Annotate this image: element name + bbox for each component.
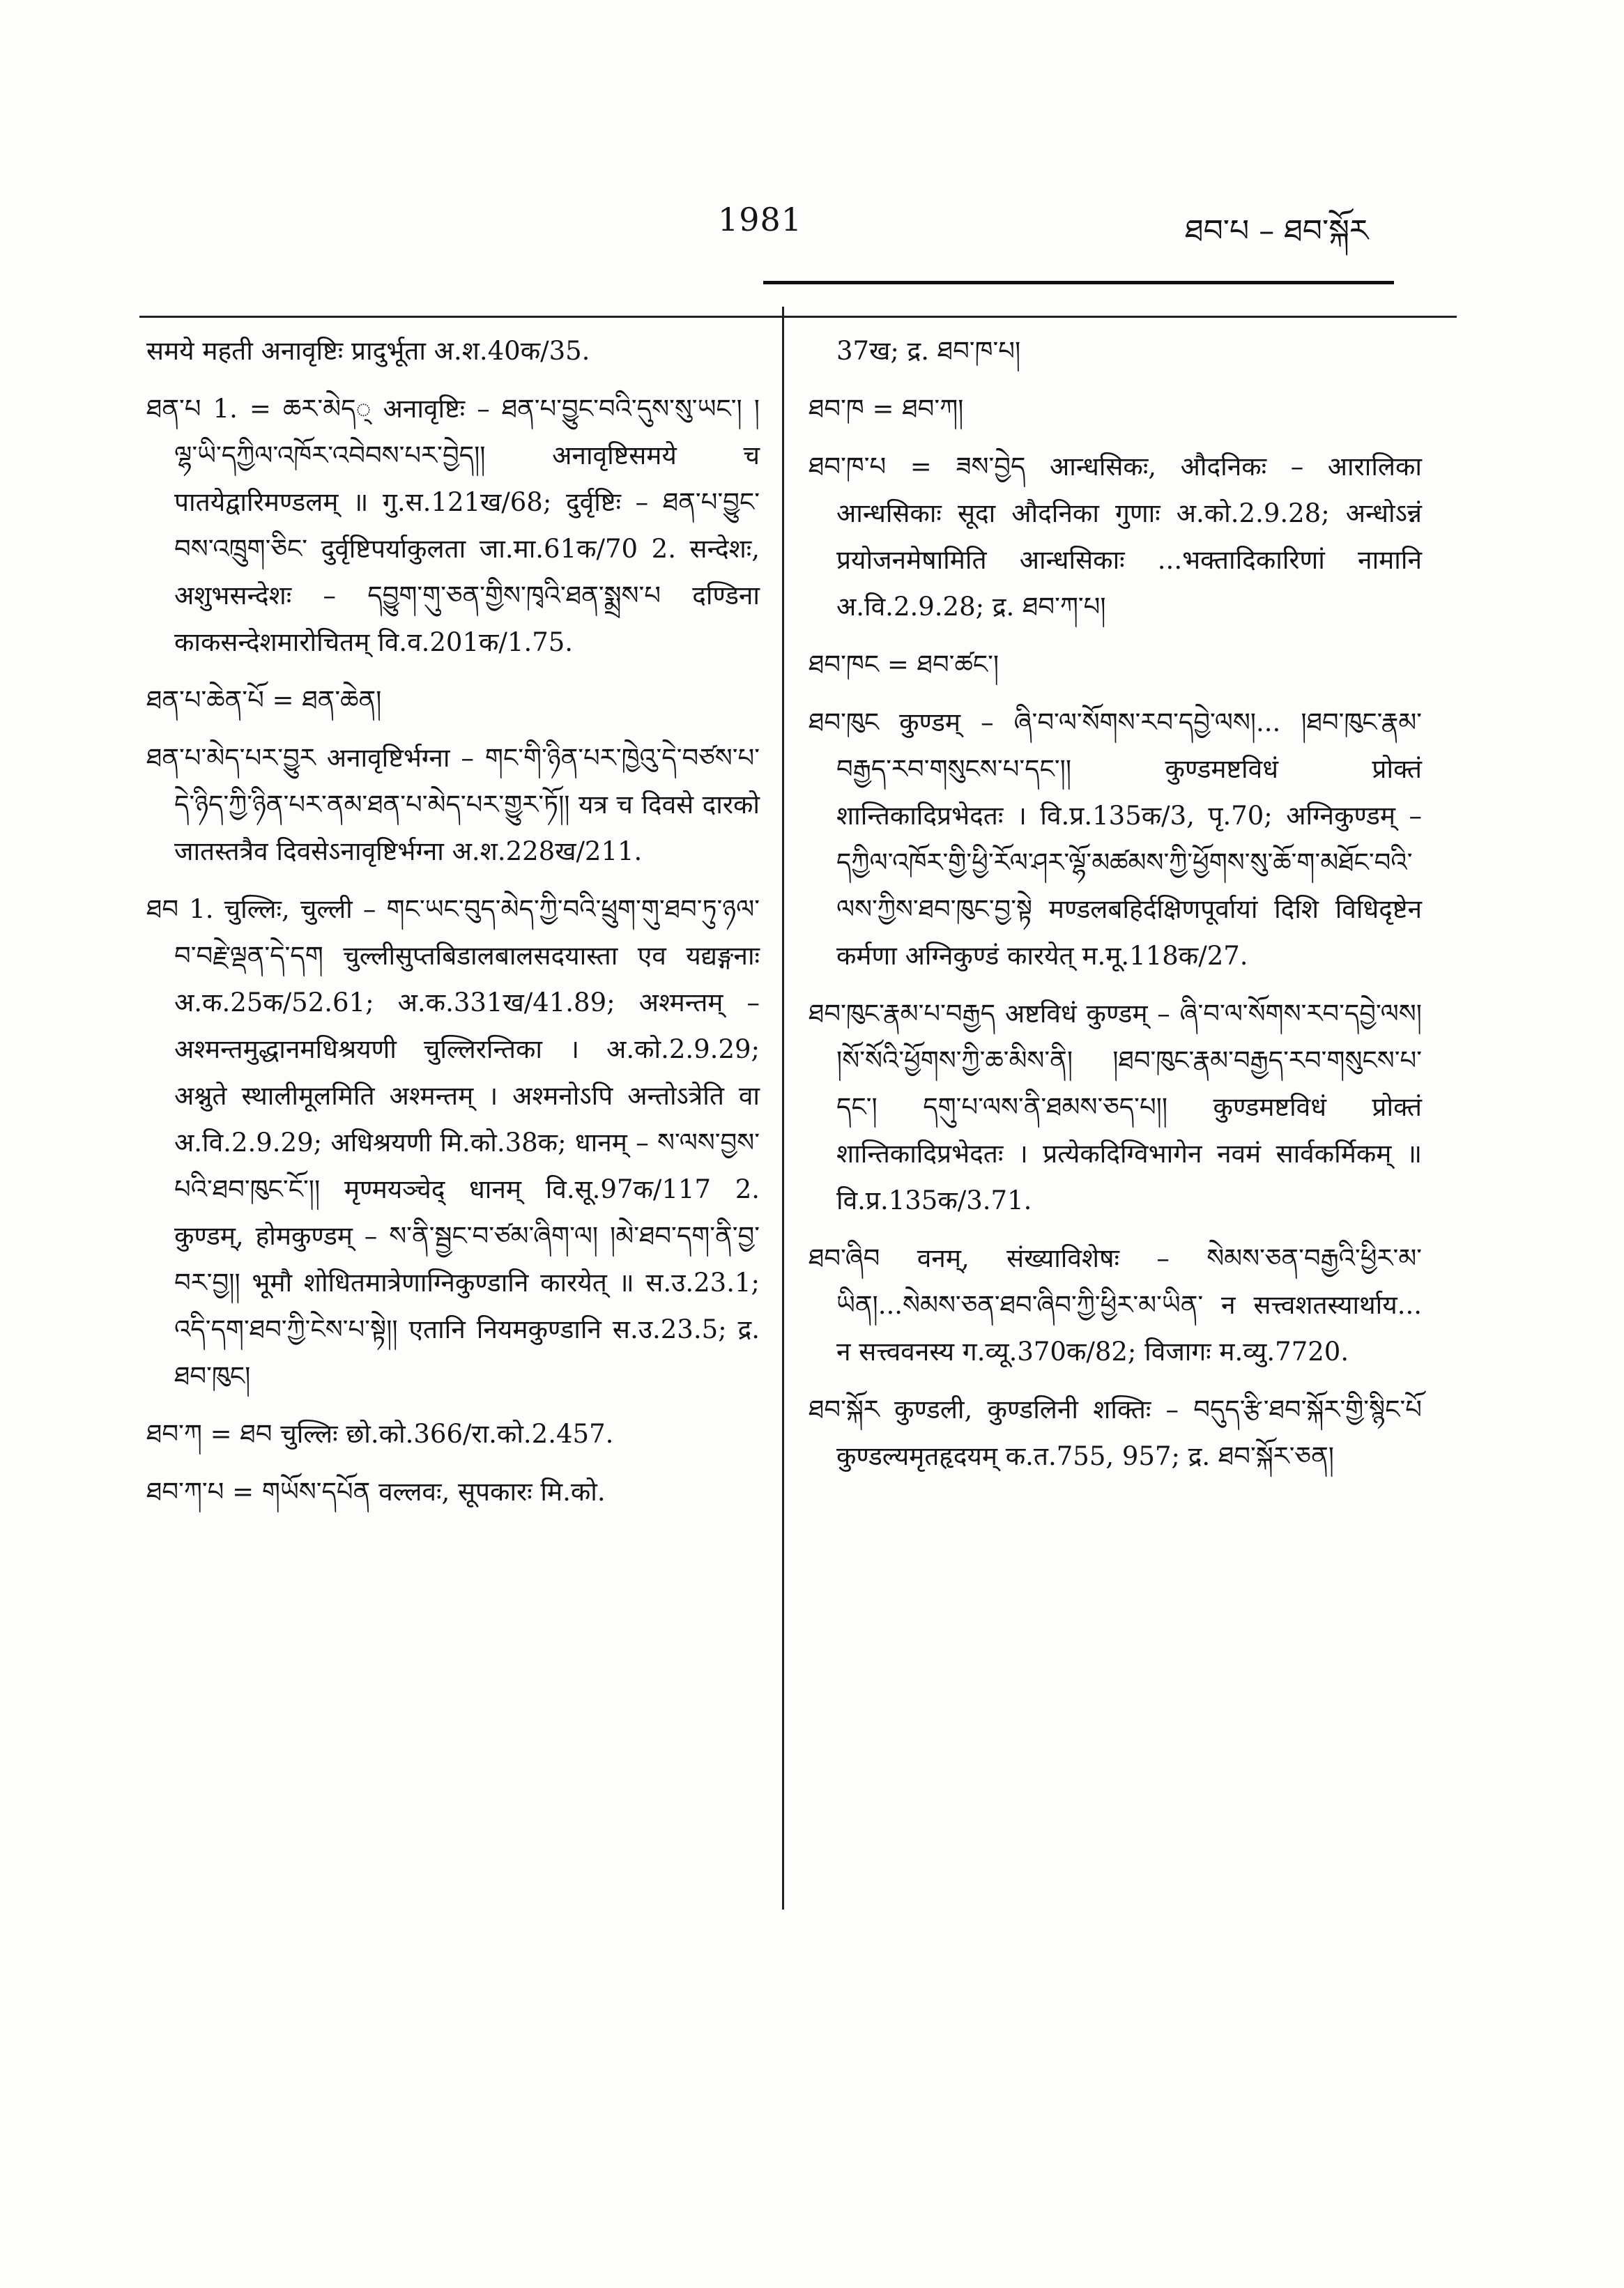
entry-continuation: 37ख; द्र. ཐབ་ཁ་པ། [836, 336, 1021, 366]
entry: ཐབ 1. चुल्लिः, चुल्ली – གང་ཡང་བུད་མེད་ཀྱི་བའི་ཕྲུག་གུ་ཐབ་ཏུ་ཉལ་བ་བརྗེ་ལྡན་དེ་དག चुल्लीसुप्तबिडालबालसदयास्ता एव यद्यङ्गनाः अ.क.25क/52.61; अ.क.331ख/41.89; अश्मन्तम् – अश्मन्तमुद्धानमधिश्रयणी चुल्लिरन्तिका । अ.को.2.9.29; अश्नुते स्थालीमूलमिति अश्मन्तम् । अश्मनोऽपि अन्तोऽत्रेति वा अ.वि.2.9.29; अधिश्रयणी मि.को.38क; धानम् – ས་ལས་བྱས་པའི་ཐབ་ཁུང་ངོ་།། मृण्मयञ्चेद् धानम् वि.सू.97क/117 2. कुण्डम्, होमकुण्डम् – ས་ནི་སྦྱང་བ་ཙམ་ཞིག་ལ། །མེ་ཐབ་དག་ནི་བྱ་བར་བྱ།། भूमौ शोधितमात्रेणाग्निकुण्डानि कारयेत् ॥ स.उ.23.1; འདི་དག་ཐབ་ཀྱི་ངེས་པ་སྟེ།། एतानि नियमकुण्डानि स.उ.23.5; द्र. ཐབ་ཁུང། [146, 894, 760, 1391]
entry: ཐབ་སྐོར कुण्डली, कुण्डलिनी शक्तिः – བདུད་རྩི་ཐབ་སྐོར་གྱི་སྙིང་པོ कुण्डल्यमृतहृदयम् क.त.755, 957; द्र. ཐབ་སྐོར་ཅན། [809, 1395, 1422, 1471]
entry: ཐབ་ཁ་པ = ཟས་བྱེད आन्धसिकः, औदनिकः – आरालिका आन्धसिकाः सूदा औदनिका गुणाः अ.को.2.9.28; अन्धोऽन्नं प्रयोजनमेषामिति आन्धसिकाः ...भक्तादिकारिणां नामानि अ.वि.2.9.28; द्र. ཐབ་ཀ་པ། [809, 452, 1422, 622]
entry: ཐན་པ 1. = ཆར་མེད् अनावृष्टिः – ཐན་པ་བྱུང་བའི་དུས་སུ་ཡང་། ། ལྷ་ཡི་དཀྱིལ་འཁོར་འབེབས་པར་བྱེད།། अनावृष्टिसमये च पातयेद्वारिमण्डलम् ॥ गु.स.121ख/68; दुर्वृष्टिः – ཐན་པ་བྱུང་བས་འཁྲུག་ཅིང་ दुर्वृष्टिपर्याकुलता जा.मा.61क/70 2. सन्देशः, अशुभसन्देशः – དབྱུག་གུ་ཅན་གྱིས་ཁྭའི་ཐན་སྨྲས་པ दण्डिना काकसन्देशमारोचितम् वि.व.201क/1.75. [146, 394, 760, 657]
header-rule [763, 281, 1394, 284]
page-number: 1981 [718, 201, 803, 238]
column-divider [782, 307, 784, 1910]
entry: ཐབ་ཞིབ वनम्, संख्याविशेषः – སེམས་ཅན་བརྒྱའི་ཕྱིར་མ་ཡིན།...སེམས་ཅན་ཐབ་ཞིབ་ཀྱི་ཕྱིར་མ་ཡིན་ न सत्त्वशतस्यार्थाय... न सत्त्ववनस्य ग.व्यू.370क/82; विजागः म.व्यु.7720. [809, 1243, 1422, 1367]
entry: ཐན་པ་ཆེན་པོ = ཐན་ཆེན། [146, 685, 382, 715]
entry: ཐབ་ཀ = ཐབ चुल्लिः छो.को.366/रा.को.2.457. [146, 1419, 614, 1449]
entry: ཐབ་ཀ་པ = གཡོས་དཔོན वल्लवः, सूपकारः मि.को. [146, 1477, 606, 1507]
entry: ཐབ་ཁུང कुण्डम् – ཞི་བ་ལ་སོགས་རབ་དབྱེ་ལས།... །ཐབ་ཁུང་རྣམ་བརྒྱད་རབ་གསུངས་པ་དང་།། कुण्डमष्टविधं प्रोक्तं शान्तिकादिप्रभेदतः । वि.प्र.135क/3, पृ.70; अग्निकुण्डम् – དཀྱིལ་འཁོར་གྱི་ཕྱི་རོལ་ཤར་ལྷོ་མཚམས་ཀྱི་ཕྱོགས་སུ་ཆོ་ག་མཐོང་བའི་ལས་ཀྱིས་ཐབ་ཁུང་བྱ་སྟེ मण्डलबहिर्दक्षिणपूर्वायां दिशि विधिदृष्टेन कर्मणा अग्निकुण्डं कारयेत् म.मू.118क/27. [809, 707, 1422, 971]
top-rule [139, 316, 1457, 318]
entry: ཐབ་ཁ = ཐབ་ཀ། [809, 394, 964, 424]
entry: ཐབ་ཁུང་རྣམ་པ་བརྒྱད अष्टविधं कुण्डम् – ཞི་བ་ལ་སོགས་རབ་དབྱེ་ལས། །སོ་སོའི་ཕྱོགས་ཀྱི་ཆ་མིས་ནི། །ཐབ་ཁུང་རྣམ་བརྒྱད་རབ་གསུངས་པ་དང་། དགུ་པ་ལས་ནི་ཐམས་ཅད་པ།། कुण्डमष्टविधं प्रोक्तं शान्तिकादिप्रभेदतः । प्रत्येकदिग्विभागेन नवमं सार्वकर्मिकम् ॥ वि.प्र.135क/3.71. [809, 999, 1422, 1215]
right-column [809, 328, 1422, 1491]
running-head: ཐབ་པ – ཐབ་སྐོར [1185, 213, 1369, 249]
entry-continuation: समये महती अनावृष्टिः प्रादुर्भूता अ.श.40क/35. [146, 336, 590, 366]
left-column [146, 328, 760, 1526]
entry: ཐན་པ་མེད་པར་བྱུར अनावृष्टिर्भग्ना – གང་གི་ཉིན་པར་ཁྱེའུ་དེ་བཙས་པ་དེ་ཉིད་ཀྱི་ཉིན་པར་ནམ་ཐན་པ་མེད་པར་གྱུར་ཏོ།། यत्र च दिवसे दारको जातस्तत्रैव दिवसेऽनावृष्टिर्भग्ना अ.श.228ख/211. [146, 743, 760, 866]
entry: ཐབ་ཁང = ཐབ་ཚང་། [809, 650, 999, 680]
